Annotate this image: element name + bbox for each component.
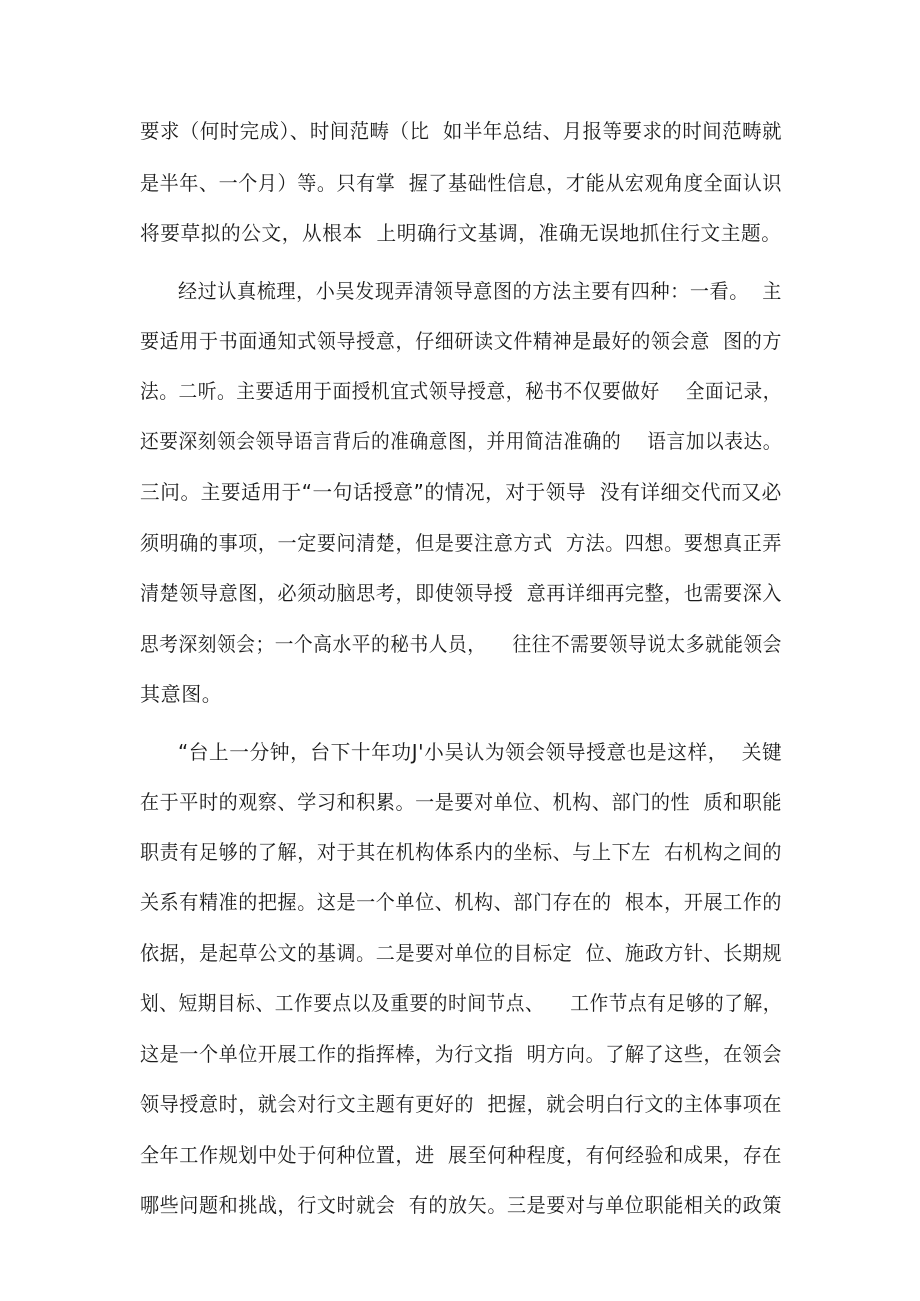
text-line: 划、短期目标、工作要点以及重要的时间节点、 工作节点有足够的了解， [140, 991, 783, 1015]
text-line: 哪些问题和挑战，行文时就会 有的放矢。三是要对与单位职能相关的政策 [140, 1193, 783, 1217]
text-line: 三问。主要适用于“一句话授意”的情况，对于领导 没有详细交代而又必 [140, 480, 782, 504]
text-line: 是半年、一个月）等。只有掌 握了基础性信息，才能从宏观角度全面认识 [140, 171, 783, 195]
text-line: 全年工作规划中处于何种位置，进 展至何种程度，有何经验和成果，存在 [140, 1143, 783, 1167]
text-line: 依据，是起草公文的基调。二是要对单位的目标定 位、施政方针、长期规 [140, 941, 783, 965]
text-line: 领导授意时，就会对行文主题有更好的 把握，就会明白行文的主体事项在 [140, 1092, 783, 1116]
text-line: 经过认真梳理，小吴发现弄清领导意图的方法主要有四种：一看。 主 [178, 279, 782, 303]
text-line: 将要草拟的公文，从根本 上明确行文基调，准确无误地抓住行文主题。 [140, 221, 782, 245]
text-line: 关系有精准的把握。这是一个单位、机构、部门存在的 根本，开展工作的 [140, 890, 783, 914]
text-line: “台上一分钟，台下十年功J'小吴认为领会领导授意也是这样， 关键 [178, 740, 783, 764]
text-line: 思考深刻领会；一个高水平的秘书人员， 往往不需要领导说太多就能领会 [140, 632, 783, 656]
text-line: 须明确的事项，一定要问清楚，但是要注意方式 方法。四想。要想真正弄 [140, 531, 783, 555]
text-line: 在于平时的观察、学习和积累。一是要对单位、机构、部门的性 质和职能 [140, 790, 783, 814]
text-line: 职责有足够的了解，对于其在机构体系内的坐标、与上下左 右机构之间的 [140, 840, 783, 864]
text-line: 清楚领导意图，必须动脑思考，即使领导授 意再详细再完整，也需要深入 [140, 581, 783, 605]
text-line: 要适用于书面通知式领导授意，仔细研读文件精神是最好的领会意 图的方 [140, 329, 783, 353]
text-line: 还要深刻领会领导语言背后的准确意图，并用简洁准确的 语言加以表达。 [140, 429, 783, 453]
text-line: 要求（何时完成）、时间范畴（比 如半年总结、月报等要求的时间范畴就 [140, 119, 783, 143]
text-line: 法。二听。主要适用于面授机宜式领导授意，秘书不仅要做好 全面记录， [140, 379, 783, 403]
text-line: 这是一个单位开展工作的指挥棒，为行文指 明方向。了解了这些，在领会 [140, 1042, 783, 1066]
text-line: 其意图。 [140, 682, 223, 706]
